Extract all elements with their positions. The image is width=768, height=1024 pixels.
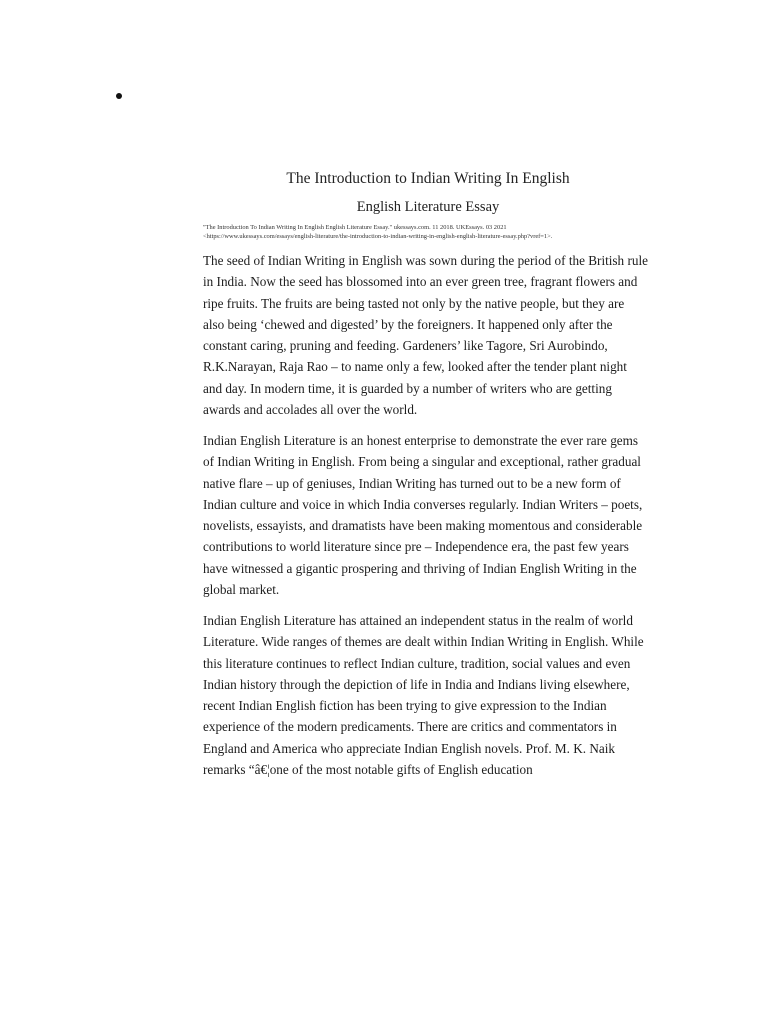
document-subtitle: English Literature Essay — [356, 199, 500, 215]
document-title: The Introduction to Indian Writing In English — [286, 170, 570, 187]
paragraph-2: Indian English Literature is an honest enterprise to demonstrate the ever rare gems of Indian Writing in English. From being a singular and exceptional, rather gradual native flare – up of geniuses, Indian Writing has turned out to be a new form of Indian culture and voice in which India converses regularly. Indian Writers – poets, novelists, essayists, and dramatists have been making momentous and considerable contributions to world literature since pre – Independence era, the past few years have witnessed a gigantic prospering and thriving of Indian English Writing in the global market. — [203, 433, 643, 598]
paragraph-1: The seed of Indian Writing in English was sown during the period of the British rule in India. Now the seed has blossomed into an ever green tree, fragrant flowers and ripe fruits. The fruits are being tasted not only by the native people, but they are also being ‘chewed and digested’ by the foreigners. It happened only after the constant caring, pruning and feeding. Gardeners’ like Tagore, Sri Aurobindo, R.K.Narayan, Raja Rao – to name only a few, looked after the tender plant night and day. In modern time, it is guarded by a number of writers who are getting awards and accolades all over the world. — [203, 253, 648, 418]
paragraph-3: Indian English Literature has attained an independent status in the realm of world Literature. Wide ranges of themes are dealt within Indian Writing in English. While this literature continues to reflect Indian culture, tradition, social values and even Indian history through the depiction of life in India and Indians living elsewhere, recent Indian English fiction has been trying to give expression to the Indian experience of the modern predicaments. There are critics and commentators in England and America who appreciate Indian English novels. Prof. M. K. Naik remarks “â€¦one of the most notable gifts of English education — [203, 613, 644, 778]
list-bullet — [116, 93, 122, 99]
citation: "The Introduction To Indian Writing In English English Literature Essay." ukessays.com. 11 2018. UKEssays. 03 2021 <https://www.ukessays.com/essays/english-literature/the-introduction-to-indian-writing-in-english-english-literature-essay.php?vref=1>. — [203, 224, 553, 240]
